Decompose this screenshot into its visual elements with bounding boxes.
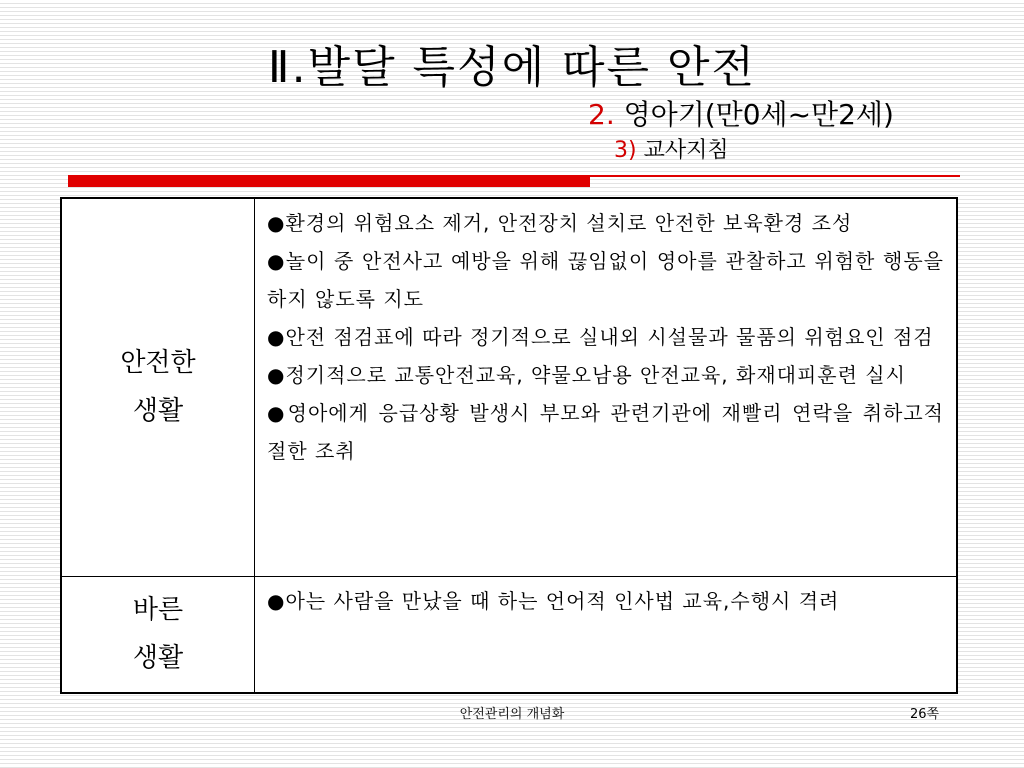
category-label-line: 바른 <box>132 595 184 626</box>
guideline-item: ●아는 사람을 만났을 때 하는 언어적 인사법 교육,수행시 격려 <box>267 588 840 613</box>
category-cell-safe-life <box>61 198 255 576</box>
page-number: 26쪽 <box>910 707 940 722</box>
category-label-line: 생활 <box>132 643 184 674</box>
category-cell-right-life <box>61 576 255 693</box>
footer-title: 안전관리의 개념화 <box>459 707 565 722</box>
items-cell <box>255 198 958 576</box>
section-number: 2. <box>588 98 615 131</box>
guideline-table <box>60 197 958 694</box>
section-subtitle-text: 영아기(만0세~만2세) <box>614 98 894 131</box>
subsection-subtitle-text: 교사지침 <box>636 138 729 163</box>
guideline-item: ●안전 점검표에 따라 정기적으로 실내외 시설물과 물품의 위험요인 점검 <box>267 325 934 349</box>
table-row <box>61 576 957 693</box>
guideline-item: ●놀이 중 안전사고 예방을 위해 끊임없이 영아를 관찰하고 위험한 행동을 하지 않도록 지도 <box>267 249 944 311</box>
guideline-item: ●정기적으로 교통안전교육, 약물오남용 안전교육, 화재대피훈련 실시 <box>267 363 906 387</box>
section-subtitle <box>588 96 894 134</box>
slide-title: Ⅱ.발달 특성에 따른 안전 <box>267 42 757 93</box>
subsection-number: 3) <box>614 138 637 163</box>
items-cell <box>255 576 958 693</box>
accent-line <box>68 175 960 177</box>
table-row <box>61 198 957 576</box>
category-label-line: 생활 <box>132 396 184 427</box>
category-label-line: 안전한 <box>120 348 196 379</box>
guideline-item: ●영아에게 응급상황 발생시 부모와 관련기관에 재빨리 연락을 취하고적절한 조취 <box>267 401 944 463</box>
subsection-subtitle <box>614 136 729 166</box>
guideline-item: ●환경의 위험요소 제거, 안전장치 설치로 안전한 보육환경 조성 <box>267 211 853 235</box>
